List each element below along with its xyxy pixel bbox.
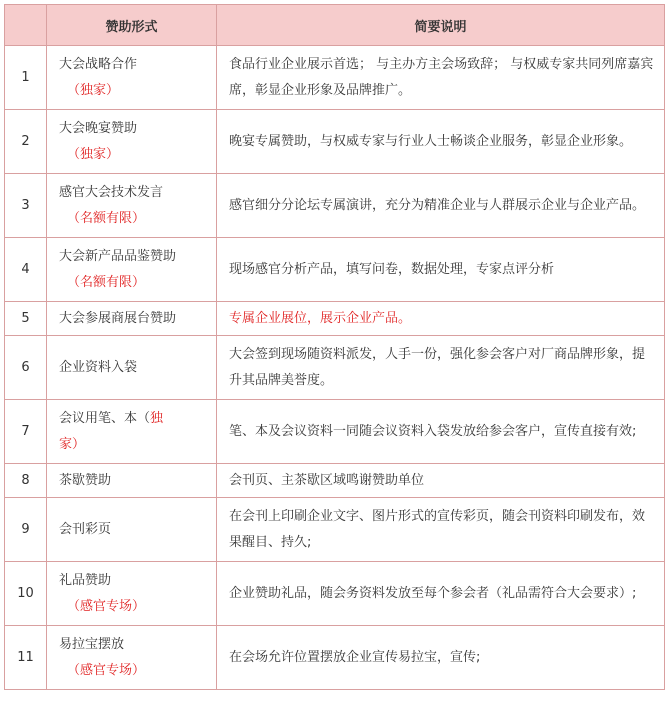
sponsor-form-title: 易拉宝摆放 <box>59 636 125 652</box>
table-row <box>5 302 665 336</box>
row-number: 8 <box>5 464 47 498</box>
row-number: 5 <box>5 302 47 336</box>
row-description: 笔、本及会议资料一同随会议资料入袋发放给参会客户，宣传直接有效; <box>217 400 665 464</box>
table-row <box>5 464 665 498</box>
header-description: 简要说明 <box>217 5 665 46</box>
row-description: 大会签到现场随资料派发，人手一份，强化参会客户对厂商品牌形象，提升其品牌美誉度。 <box>217 336 665 400</box>
sponsor-form-title: 大会参展商展台赞助 <box>47 302 217 336</box>
row-description: 现场感官分析产品，填写问卷，数据处理，专家点评分析 <box>217 238 665 302</box>
sponsor-form <box>47 238 217 302</box>
sponsor-form <box>47 46 217 110</box>
sponsor-form-note: （名额有限） <box>67 274 146 290</box>
table-header-row <box>5 5 665 46</box>
table-row <box>5 400 665 464</box>
table-row <box>5 626 665 690</box>
sponsor-form <box>47 562 217 626</box>
sponsor-form-title: 企业资料入袋 <box>47 336 217 400</box>
row-number: 3 <box>5 174 47 238</box>
row-number: 2 <box>5 110 47 174</box>
row-number: 4 <box>5 238 47 302</box>
row-number: 10 <box>5 562 47 626</box>
row-number: 7 <box>5 400 47 464</box>
row-description: 食品行业企业展示首选； 与主办方主会场致辞； 与权威专家共同列席嘉宾席，彰显企业形象及品牌推广。 <box>217 46 665 110</box>
sponsor-form <box>47 400 217 464</box>
sponsor-form-title: 感官大会技术发言 <box>59 184 164 200</box>
row-number: 11 <box>5 626 47 690</box>
sponsor-form <box>47 110 217 174</box>
sponsor-form-note: （独家） <box>67 82 120 98</box>
header-number <box>5 5 47 46</box>
table-row <box>5 336 665 400</box>
row-description: 会刊页、主茶歇区域鸣谢赞助单位 <box>217 464 665 498</box>
sponsor-form-note: （名额有限） <box>67 210 146 226</box>
table-row <box>5 562 665 626</box>
sponsor-form-title: 大会新产品品鉴赞助 <box>59 248 177 264</box>
table-row <box>5 174 665 238</box>
row-description: 感官细分分论坛专属演讲，充分为精准企业与人群展示企业与企业产品。 <box>217 174 665 238</box>
table-row <box>5 46 665 110</box>
table-row <box>5 498 665 562</box>
sponsor-form-note: 独 <box>150 410 164 426</box>
sponsor-form <box>47 174 217 238</box>
sponsor-form-title: 大会晚宴赞助 <box>59 120 138 136</box>
row-number: 9 <box>5 498 47 562</box>
sponsor-form-title: 茶歇赞助 <box>47 464 217 498</box>
header-sponsor-form: 赞助形式 <box>47 5 217 46</box>
table-row <box>5 110 665 174</box>
sponsor-form-note: 家） <box>59 436 86 452</box>
row-description: 在会刊上印刷企业文字、图片形式的宣传彩页，随会刊资料印刷发布，效果醒目、持久; <box>217 498 665 562</box>
sponsor-form-title: 会议用笔、本（ <box>59 410 151 426</box>
sponsor-form-title: 大会战略合作 <box>59 56 138 72</box>
sponsor-form-note: （感官专场） <box>67 662 146 678</box>
row-number: 1 <box>5 46 47 110</box>
sponsor-form-title: 会刊彩页 <box>47 498 217 562</box>
sponsor-form <box>47 626 217 690</box>
sponsor-form-title: 礼品赞助 <box>59 572 112 588</box>
row-description: 专属企业展位，展示企业产品。 <box>217 302 665 336</box>
table-row <box>5 238 665 302</box>
row-description: 晚宴专属赞助，与权威专家与行业人士畅谈企业服务，彰显企业形象。 <box>217 110 665 174</box>
sponsor-form-note: （独家） <box>67 146 120 162</box>
row-description: 企业赞助礼品，随会务资料发放至每个参会者（礼品需符合大会要求）; <box>217 562 665 626</box>
row-number: 6 <box>5 336 47 400</box>
sponsor-form-note: （感官专场） <box>67 598 146 614</box>
sponsorship-table <box>4 4 665 690</box>
row-description: 在会场允许位置摆放企业宣传易拉宝，宣传; <box>217 626 665 690</box>
